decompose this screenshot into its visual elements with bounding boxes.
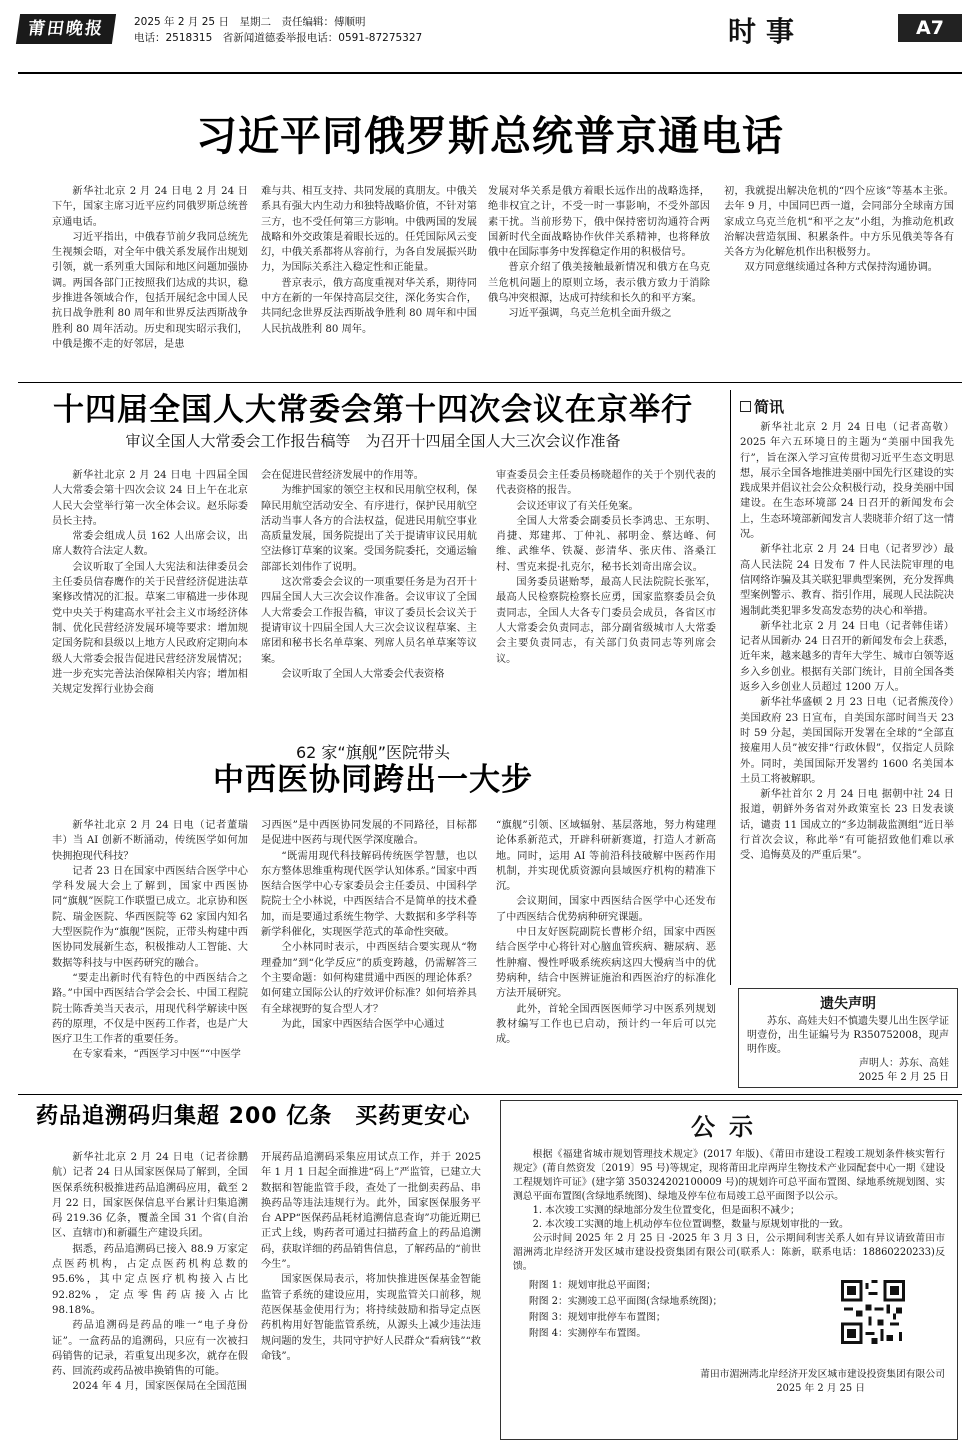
paragraph: 2024 年 4 月，国家医保局在全国范围	[72, 1381, 247, 1393]
paragraph: 新华社北京 2 月 24 日电（记者董瑞丰）当 AI 创新不断涌动，传统医学如何加快拥抱现代科技？	[52, 820, 248, 862]
paragraph: 发展对华关系是俄方着眼长远作出的战略选择，绝非权宜之计，不受一时一事影响，不受外部因素干扰。当前形势下，俄中保持密切沟通符合两国新时代全面战略协作伙伴关系精神，也将释放俄中在国际事务中发挥稳定作用的积极信号。	[488, 186, 710, 259]
newspaper-logo: 莆田晚报	[16, 14, 116, 44]
attachment: 附图 1：规划审批总平面图；	[529, 1280, 656, 1291]
brief-item: 新华社北京 2 月 24 日电（记者高敬）2025 年六五环境日的主题为“美丽中国我先行”，旨在深入学习宣传贯彻习近平生态文明思想，展示全国各地推进美丽中国先行区建设的实践成果并倡议社会公众积极行动，投身美丽中国建设。在生态环境部 24 日召开的新闻发布会上，生态环境部新闻发言人裴晓菲介绍了这一情况。	[740, 422, 954, 541]
brief-divider	[730, 390, 731, 985]
paragraph: 习近平强调，乌克兰危机全面升级之	[508, 308, 672, 320]
public-notice-company: 莆田市湄洲湾北岸经济开发区城市建设投资集团有限公司	[700, 1369, 945, 1380]
public-notice-p1: 根据《福建省城市规划管理技术规定》(2017 年版)、《莆田市建设工程竣工规划条件核实暂行规定》(莆自然资发〔2019〕95 号)等规定，现将莆田北岸两岸生物技术产业园配套中心一期《建设工程规划许可证》(建字第 350324202100009 号)的规划许可总平面布置图、绿地系统规划图、实测总平面布置图(含绿地系统图)、绿地及停车位布局竣工总平面图予以公示。	[513, 1149, 945, 1202]
paragraph: 中日友好医院副院长曹彬介绍，国家中西医结合医学中心将针对心脑血管疾病、糖尿病、恶性肿瘤、慢性呼吸系统疾病这四大慢病当中的优势病种，结合中医辨证施治和西医治疗的标准化方法开展研究。	[496, 927, 716, 1000]
paragraph: “旗舰”引领、区域辐射、基层落地，努力构建理论体系新范式，开辟科研新赛道，打造人才新高地。同时，运用 AI 等前沿科技破解中医药作用机制，并实现优质资源向县域医疗机构的精准下沉。	[496, 820, 716, 893]
article3-col2	[261, 818, 477, 1082]
public-notice-date: 2025 年 2 月 25 日	[776, 1383, 865, 1394]
brief-body	[740, 420, 954, 982]
attachment: 附图 2：实测竣工总平面图(含绿地系统图)；	[529, 1296, 723, 1307]
box-icon	[740, 401, 751, 412]
paragraph: 记者 23 日在国家中西医结合医学中心学科发展大会上了解到，国家中西医协同“旗舰”医院工作联盟已成立。北京协和医院、瑞金医院、华西医院等 62 家国内知名大型医院作为“旗舰”医院，正带头构建中西医协同发展新生态，积极推动人工智能、大数据等科技与中医药研究的融合。	[52, 865, 248, 969]
masthead-rule	[18, 72, 962, 74]
public-notice-item: 2. 本次竣工实测的地上机动停车位位置调整，数量与原规划审批的一致。	[532, 1219, 849, 1230]
article1-col3	[488, 184, 710, 374]
paragraph: 审查委员会主任委员杨晓超作的关于个别代表的代表资格的报告。	[496, 470, 716, 497]
paragraph: 难与共、相互支持、共同发展的真朋友。中俄关系具有强大内生动力和独特战略价值，不针对第三方，也不受任何第三方影响。中俄两国的发展战略和外交政策是着眼长远的。任凭国际风云变幻，中俄关系都将从容前行，为各自发展振兴助力，为国际关系注入稳定性和正能量。	[261, 186, 477, 274]
date-line: 2025 年 2 月 25 日 星期二 责任编辑：傅顺明	[134, 16, 366, 28]
lost-notice-date: 2025 年 2 月 25 日	[858, 1072, 949, 1083]
attachment: 附图 3：规划审批停车布置图；	[529, 1312, 666, 1323]
paragraph: 普京介绍了俄美接触最新情况和俄方在乌克兰危机问题上的原则立场，表示俄方致力于消除俄乌冲突根源，达成可持续和长久的和平方案。	[488, 262, 710, 305]
public-notice-p2: 公示时间 2025 年 2 月 25 日 -2025 年 3 月 3 日，公示期间利害关系人如有异议请致莆田市湄洲湾北岸经济开发区城市建设投资集团有限公司(联系人：陈新，联系电话：18860220233)反馈。	[513, 1233, 945, 1272]
paragraph: “既需用现代科技解码传统医学智慧，也以东方整体思维重构现代医学认知体系。”国家中西医结合医学中心专家委员会主任委员、中国科学院院士仝小林说，中西医结合不是简单的技术叠加，而是要通过系统生物学、大数据和多学科等新学科催化，实现医学范式的革命性突破。	[261, 850, 477, 939]
brief-title-text: 简讯	[754, 398, 785, 416]
paragraph: 习近平指出，中俄春节前夕我同总统先生视频会晤，对全年中俄关系发展作出规划引领，就一系列重大国际和地区问题加强协调。两国各部门正按照我们达成的共识，稳步推进各领域合作，包括开展纪念中国人民抗日战争胜利 80 周年和世界反法西斯战争胜利 80 周年活动。历史和现实昭示我们，中俄是搬不走的好邻居，是患	[52, 231, 248, 350]
page-number: A7	[898, 14, 962, 42]
paragraph: 新华社北京 2 月 24 日电（记者徐鹏航）记者 24 日从国家医保局了解到，全国医保系统积极推进药品追溯码应用，截至 2 月 22 日，国家医保信息平台累计归集追溯码 219.36 亿条，覆盖全国 31 个省(自治区、直辖市)和新疆生产建设兵团。	[52, 1152, 248, 1240]
qr-code-icon	[841, 1280, 905, 1344]
paragraph: 会议听取了全国人大宪法和法律委员会主任委员信春鹰作的关于民营经济促进法草案修改情况的汇报。草案二审稿进一步体现党中央关于构建高水平社会主义市场经济体制、优化民营经济发展环境等要求：增加规定国务院和县级以上地方人民政府定期向本级人大常委会报告促进民营经济发展情况；进一步充实完善法治保障相关内容；增加相关规定发挥行业协会商	[52, 561, 248, 696]
paragraph: 会在促进民营经济发展中的作用等。	[261, 470, 424, 481]
divider	[18, 1094, 962, 1095]
public-notice-item: 1. 本次竣工实测的绿地部分发生位置变化，但是面积不减少；	[532, 1205, 800, 1216]
article1-headline: 习近平同俄罗斯总统普京通电话	[196, 112, 784, 160]
paragraph: 会议期间，国家中西医结合医学中心还发布了中西医结合优势病种研究课题。	[496, 896, 716, 923]
lost-notice-body: 苏东、高娃夫妇不慎遗失婴儿出生医学证明壹份，出生证编号为 R350752008，现声明作废。	[747, 1016, 949, 1055]
paragraph: 为此，国家中西医结合医学中心通过	[281, 1018, 445, 1030]
paragraph: 开展药品追溯码采集应用试点工作，并于 2025 年 1 月 1 日起全面推进“码上”严监管，已建立大数据和智能监管手段，查处了一批倒卖药品、串换药品等违法违规行为。此外，国家医保服务平台 APP“医保药品耗材追溯信息查询”功能近期已正式上线，购药者可通过扫描药盒上的药品追溯码，获取详细的药品销售信息，了解药品的“前世今生”。	[261, 1152, 481, 1271]
article2-subtitle: 审议全国人大常委会工作报告稿等 为召开十四届全国人大三次会议作准备	[125, 432, 621, 450]
public-notice	[500, 1100, 958, 1440]
paragraph: 双方同意继续通过各种方式保持沟通协调。	[744, 262, 938, 274]
paragraph: 这次常委会会议的一项重要任务是为召开十四届全国人大三次会议作准备。会议审议了全国人大常委会工作报告稿，审议了委员长会议关于提请审议十四届全国人大三次会议议程草案、主席团和秘书长名单草案、列席人员名单草案等议案。	[261, 577, 477, 665]
paragraph: 药品追溯码是药品的唯一“电子身份证”。一盒药品的追溯码，只应有一次被扫码销售的记录，若重复出现多次，就存在假药、回流药或药品被串换销售的可能。	[52, 1320, 248, 1378]
paragraph: 会议听取了全国人大常委会代表资格	[281, 668, 445, 680]
paragraph: 常委会组成人员 162 人出席会议，出席人数符合法定人数。	[52, 531, 248, 558]
article2-col1	[52, 468, 248, 732]
article4-col2	[261, 1150, 481, 1440]
article3-headline: 中西医协同跨出一大步	[213, 762, 533, 798]
article1-col2	[261, 184, 477, 374]
paragraph: 此外，首轮全国西医医师学习中医系列规划教材编写工作也已启动，预计约一年后可以完成。	[496, 1003, 716, 1046]
paragraph: 新华社北京 2 月 24 日电 2 月 24 日下午，国家主席习近平应约同俄罗斯总统普京通电话。	[52, 186, 248, 228]
article1-col1	[52, 184, 248, 374]
paragraph: 为维护国家的领空主权和民用航空权利，保障民用航空活动安全、有序进行，保护民用航空活动当事人各方的合法权益，促进民用航空事业高质量发展，国务院提出了关于提请审议民用航空法修订草案的议案。受国务院委托，交通运输部部长刘伟作了说明。	[261, 485, 477, 573]
article3-kicker: 62 家“旗舰”医院带头	[295, 743, 451, 762]
article4-col1	[52, 1150, 248, 1440]
paragraph: 全国人大常委会副委员长李鸿忠、王东明、肖捷、郑建邦、丁仲礼、郝明金、蔡达峰、何维、武维华、铁凝、彭清华、张庆伟、洛桑江村、雪克来提·扎克尔，秘书长刘奇出席会议。	[496, 515, 716, 573]
brief-title	[740, 396, 784, 417]
paragraph: 仝小林同时表示，中西医结合要实现从“物理叠加”到“化学反应”的质变跨越，仍需解答三个主要命题：如何构建贯通中西医的理论体系？如何建立国际公认的疗效评价标准？如何培养具有全球视野的复合型人才？	[261, 942, 477, 1015]
lost-notice	[738, 988, 958, 1088]
brief-item: 新华社北京 2 月 24 日电（记者韩佳诺）记者从国新办 24 日召开的新闻发布会上获悉，近年来，越来越多的青年大学生、城市白领等返乡入乡创业。根据有关部门统计，目前全国各类返乡入乡创业人员超过 1200 万人。	[740, 620, 954, 694]
divider	[18, 382, 962, 383]
article1-col4	[724, 184, 954, 374]
brief-item: 新华社首尔 2 月 24 日电 据朝中社 24 日报道，朝鲜外务省对外政策室长 23 日发表谈话，谴责 11 国成立的“多边制裁监测组”近日举行首次会议，称此举“有可能招致他们难以承受、追悔莫及的严重后果”。	[740, 789, 954, 862]
paragraph: 国务委员谌贻琴，最高人民法院院长张军，最高人民检察院检察长应勇，国家监察委员会负责同志，全国人大各专门委员会成员，各省区市人大常委会负责同志，部分副省级城市人大常委会主要负责同志，有关部门负责同志等列席会议。	[496, 577, 716, 665]
attachment: 附图 4：实测停车布置图。	[529, 1328, 647, 1339]
public-notice-title: 公示	[691, 1113, 767, 1141]
paragraph: 初，我就提出解决危机的“四个应该”等基本主张。去年 9 月，中国同巴西一道，会同部分全球南方国家成立乌克兰危机“和平之友”小组，为推动危机政治解决营造氛围、积累条件。中方乐见俄美等各有关各方为化解危机作出积极努力。	[724, 186, 954, 259]
section-name: 时事	[728, 15, 805, 48]
article2-headline: 十四届全国人大常委会第十四次会议在京举行	[53, 392, 693, 428]
paragraph: 在专家看来，“西医学习中医”“中医学	[72, 1049, 241, 1061]
masthead	[18, 10, 962, 70]
lost-notice-signer: 声明人：苏东、高娃	[859, 1058, 949, 1069]
paragraph: “要走出新时代有特色的中西医结合之路。”中国中西医结合学会会长、中国工程院院士陈香美当天表示，用现代科学解读中医药的原理，不仅是中医药工作者，也是广大医疗卫生工作者的重要任务。	[52, 972, 248, 1046]
paragraph: 普京表示，俄方高度重视对华关系，期待同中方在新的一年保持高层交往，深化务实合作，共同纪念世界反法西斯战争胜利 80 周年和中国人民抗战胜利 80 周年。	[261, 277, 477, 335]
article2-col2	[261, 468, 477, 732]
article2-col3	[496, 468, 716, 732]
paragraph: 据悉，药品追溯码已接入 88.9 万家定点医药机构，占定点医药机构总数的 95.6%，其中定点医疗机构接入占比 92.82%，定点零售药店接入占比 98.18%。	[52, 1243, 248, 1316]
paragraph: 习西医”是中西医协同发展的不同路径，目标都是促进中医药与现代医学深度融合。	[261, 820, 477, 847]
paragraph: 国家医保局表示，将加快推进医保基金智能监管子系统的建设应用，实现监管关口前移，规范医保基金使用行为；将持续鼓励和指导定点医药机构用好智能监管系统，从源头上减少违法违规问题的发生，共同守护好人民群众“看病钱”“救命钱”。	[261, 1274, 481, 1362]
article3-col1	[52, 818, 248, 1082]
paragraph: 新华社北京 2 月 24 日电 十四届全国人大常委会第十四次会议 24 日上午在北京人民大会堂举行第一次全体会议。赵乐际委员长主持。	[52, 470, 248, 527]
phone-line: 电话：2518315 省新闻道德委举报电话：0591-87275327	[134, 32, 423, 44]
article4-headline: 药品追溯码归集超 200 亿条 买药更安心	[36, 1104, 471, 1129]
paragraph: 会议还审议了有关任免案。	[516, 500, 639, 512]
article3-col3	[496, 818, 716, 1082]
brief-item: 新华社华盛顿 2 月 23 日电（记者熊茂伶）美国政府 23 日宣布，自美国东部时间当天 23 时 59 分起，美国国际开发署在全球的“全部直接雇用人员”被安排“行政休假”，仅指定人员除外。同时，美国国际开发署约 1600 名美国本土员工将被解职。	[740, 697, 954, 785]
brief-item: 新华社北京 2 月 24 日电（记者罗沙）最高人民法院 24 日发布 7 件人民法院审理的电信网络诈骗及其关联犯罪典型案例，充分发挥典型案例警示、教育、指引作用，展现人民法院决遏制此类犯罪多发高发态势的决心和举措。	[740, 544, 954, 617]
lost-notice-title: 遗失声明	[820, 996, 876, 1012]
